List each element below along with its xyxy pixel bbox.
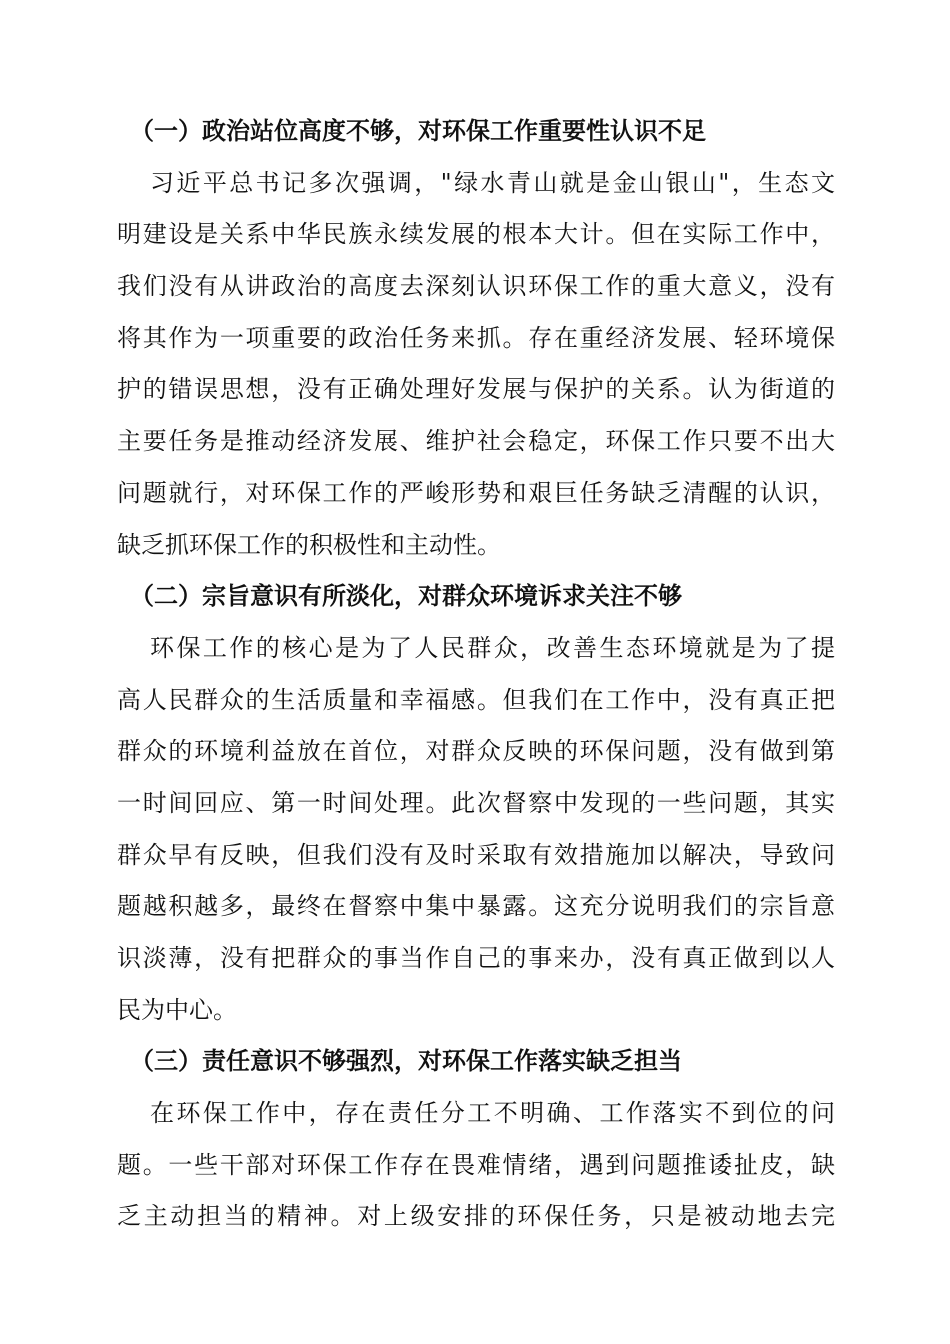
paragraph-line: 乏主动担当的精神。对上级安排的环保任务，只是被动地去完 bbox=[117, 1202, 835, 1231]
paragraph-line: 问题就行，对环保工作的严峻形势和艰巨任务缺乏清醒的认识， bbox=[117, 478, 835, 507]
paragraph-line: 将其作为一项重要的政治任务来抓。存在重经济发展、轻环境保 bbox=[117, 323, 835, 352]
section-heading: （二）宗旨意识有所淡化，对群众环境诉求关注不够 bbox=[130, 582, 682, 611]
paragraph-line: 题。一些干部对环保工作存在畏难情绪，遇到问题推诿扯皮，缺 bbox=[117, 1150, 835, 1179]
paragraph-line: 在环保工作中，存在责任分工不明确、工作落实不到位的问 bbox=[150, 1099, 835, 1128]
section-heading: （三）责任意识不够强烈，对环保工作落实缺乏担当 bbox=[130, 1047, 682, 1076]
paragraph-line: 识淡薄，没有把群众的事当作自己的事来办，没有真正做到以人 bbox=[117, 944, 835, 972]
paragraph-line: 环保工作的核心是为了人民群众，改善生态环境就是为了提 bbox=[150, 633, 835, 662]
paragraph-line: 明建设是关系中华民族永续发展的根本大计。但在实际工作中， bbox=[117, 220, 835, 249]
document-page bbox=[117, 106, 835, 1243]
section-heading: （一）政治站位高度不够，对环保工作重要性认识不足 bbox=[130, 117, 706, 145]
paragraph-line: 群众早有反映，但我们没有及时采取有效措施加以解决，导致问 bbox=[117, 840, 835, 869]
paragraph-line: 题越积越多，最终在督察中集中暴露。这充分说明我们的宗旨意 bbox=[117, 892, 835, 921]
paragraph-line: 我们没有从讲政治的高度去深刻认识环保工作的重大意义，没有 bbox=[117, 272, 835, 301]
paragraph-line: 民为中心。 bbox=[117, 995, 237, 1024]
paragraph-line: 主要任务是推动经济发展、维护社会稳定，环保工作只要不出大 bbox=[117, 427, 835, 456]
paragraph-line: 缺乏抓环保工作的积极性和主动性。 bbox=[117, 530, 501, 559]
paragraph-line: 群众的环境利益放在首位，对群众反映的环保问题，没有做到第 bbox=[117, 737, 835, 766]
paragraph-line: 高人民群众的生活质量和幸福感。但我们在工作中，没有真正把 bbox=[117, 685, 835, 714]
paragraph-line: 护的错误思想，没有正确处理好发展与保护的关系。认为街道的 bbox=[117, 375, 835, 404]
paragraph-line: 一时间回应、第一时间处理。此次督察中发现的一些问题，其实 bbox=[117, 788, 835, 817]
paragraph-line: 习近平总书记多次强调，"绿水青山就是金山银山"，生态文 bbox=[150, 168, 835, 197]
